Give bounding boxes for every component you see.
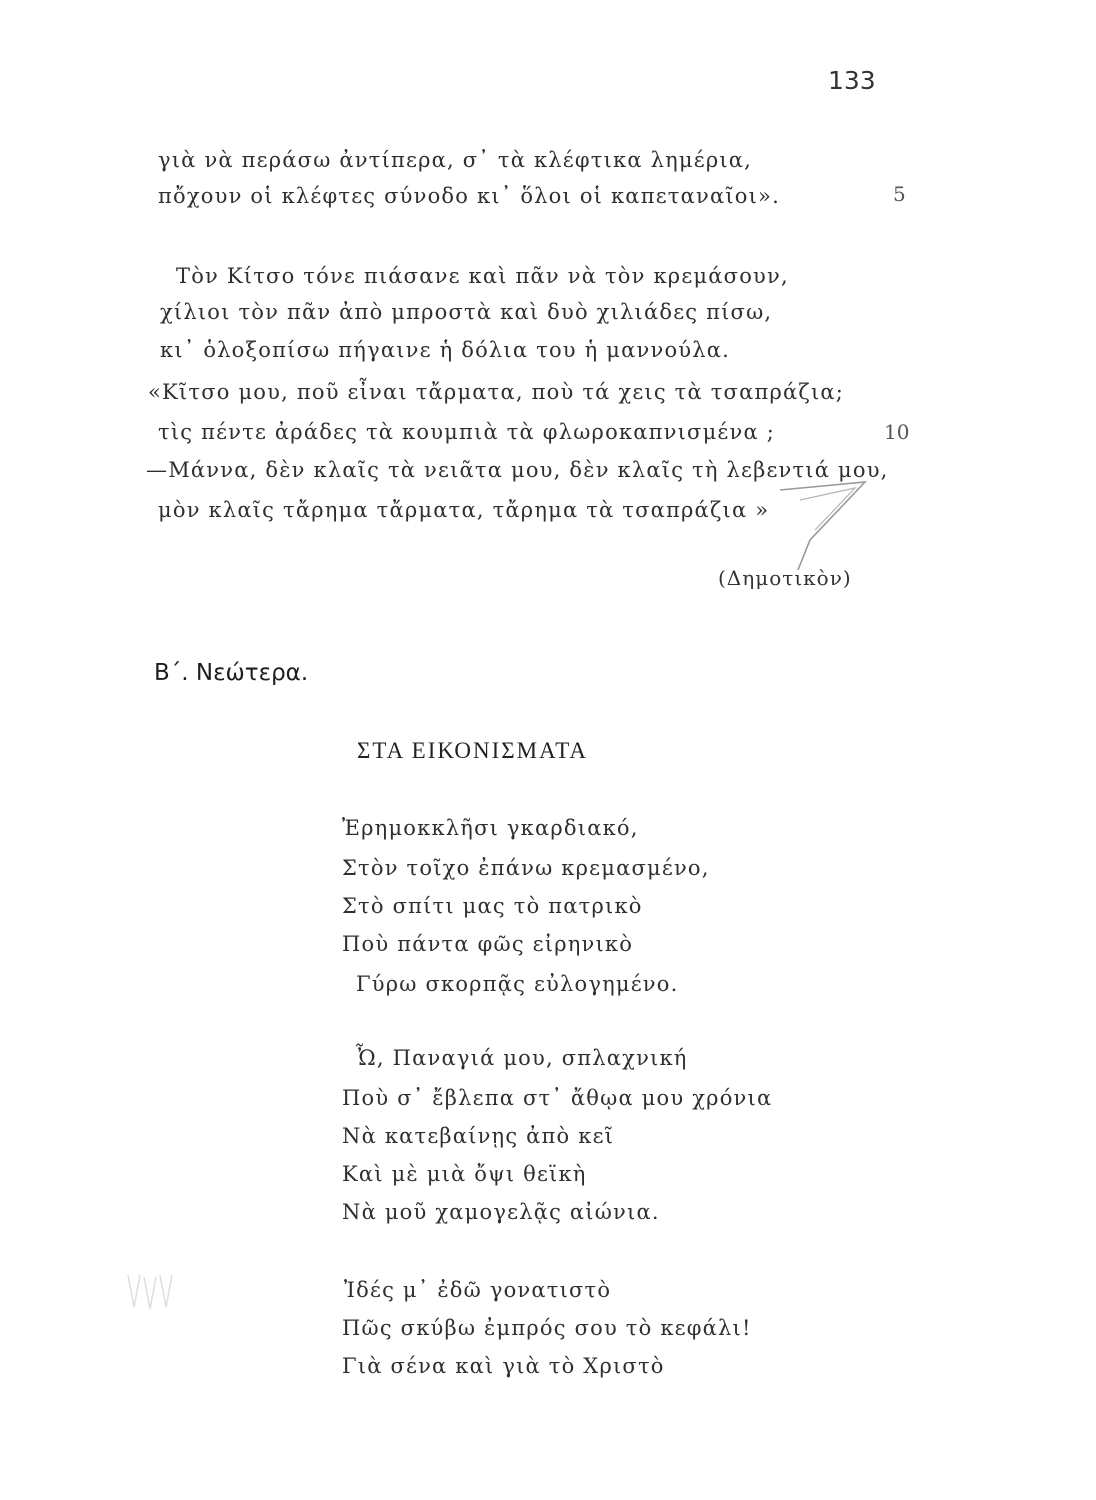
folk-song-line: γιὰ νὰ περάσω ἀντίπερα, σ᾿ τὰ κλέφτικα λημέρια, — [158, 148, 753, 172]
section-heading: Β΄. Νεώτερα. — [154, 660, 309, 686]
poem-line: Ἐρημοκκλῆσι γκαρδιακό, — [342, 816, 639, 840]
line-number: 10 — [884, 420, 910, 444]
poem-title: ΣΤΑ ΕΙΚΟΝΙΣΜΑΤΑ — [357, 738, 589, 763]
folk-song-line: «Κῖτσο μου, ποῦ εἶναι τἄρματα, ποὺ τά χεις τὰ τσαπράζια; — [148, 380, 845, 404]
poem-line: Πῶς σκύβω ἐμπρός σου τὸ κεφάλι! — [342, 1316, 752, 1340]
folk-song-line: κι᾿ ὁλοξοπίσω πήγαινε ἡ δόλια του ἡ μαννούλα. — [160, 338, 731, 362]
poem-line: Ἰδές μ᾿ ἐδῶ γονατιστὸ — [344, 1278, 612, 1302]
folk-song-line: Τὸν Κίτσο τόνε πιάσανε καὶ πᾶν νὰ τὸν κρεμάσουν, — [176, 264, 789, 288]
poem-line: Καὶ μὲ μιὰ ὄψι θεϊκὴ — [342, 1162, 587, 1186]
poem-line: Νὰ μοῦ χαμογελᾷς αἰώνια. — [342, 1200, 660, 1224]
pencil-tally-icon — [120, 1265, 190, 1315]
poem-line: Γιὰ σένα καὶ γιὰ τὸ Χριστὸ — [342, 1354, 665, 1378]
poem-line: Ποὺ πάντα φῶς εἰρηνικὸ — [342, 932, 634, 956]
pencil-mark-icon — [770, 470, 890, 580]
folk-song-line: πὄχουν οἱ κλέφτες σύνοδο κι᾿ ὅλοι οἱ καπεταναῖοι». — [158, 184, 780, 208]
attribution: (Δημοτικὸν) — [718, 566, 852, 590]
folk-song-line: χίλιοι τὸν πᾶν ἀπὸ μπροστὰ καὶ δυὸ χιλιάδες πίσω, — [160, 300, 773, 324]
poem-line: Ποὺ σ᾿ ἔβλεπα στ᾿ ἄθῳα μου χρόνια — [342, 1086, 773, 1110]
page-number: 133 — [828, 66, 876, 95]
folk-song-line: τὶς πέντε ἀράδες τὰ κουμπιὰ τὰ φλωροκαπνισμένα ; — [158, 420, 775, 444]
line-number: 5 — [893, 182, 906, 206]
poem-line: Στὸν τοῖχο ἐπάνω κρεμασμένο, — [342, 856, 710, 880]
poem-line: Στὸ σπίτι μας τὸ πατρικὸ — [342, 894, 643, 918]
poem-line: Νὰ κατεβαίνῃς ἀπὸ κεῖ — [342, 1124, 615, 1148]
poem-line: Γύρω σκορπᾷς εὐλογημένο. — [356, 972, 679, 996]
poem-line: Ὦ, Παναγιά μου, σπλαχνική — [356, 1046, 688, 1070]
folk-song-line: μὸν κλαῖς τἄρημα τἄρματα, τἄρημα τὰ τσαπράζια » — [158, 498, 770, 522]
folk-song-line: —Μάννα, δὲν κλαῖς τὰ νειᾶτα μου, δὲν κλαῖς τὴ λεβεντιά μου, — [146, 458, 889, 482]
